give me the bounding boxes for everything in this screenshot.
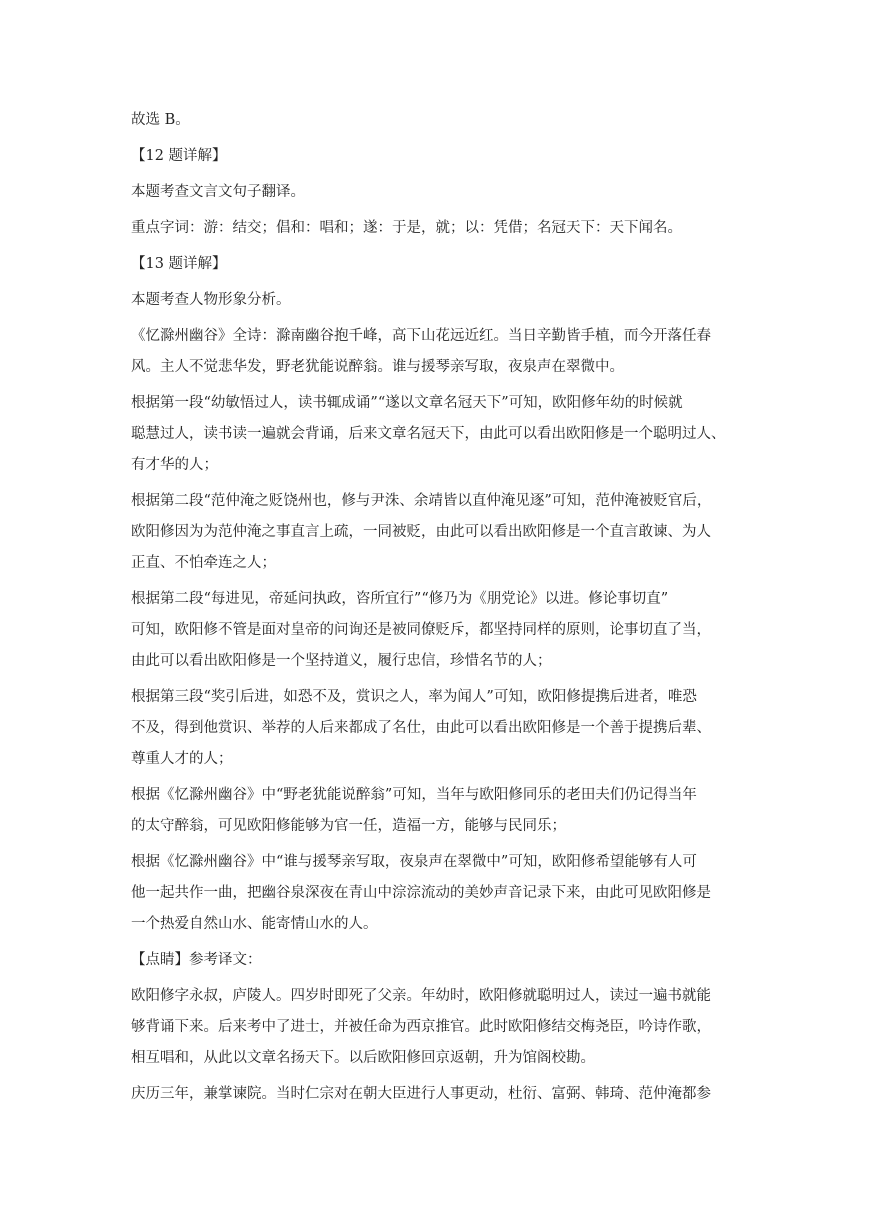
text-line: 根据第二段“范仲淹之贬饶州也，修与尹洙、余靖皆以直仲淹见逐”可知，范仲淹被贬官后， bbox=[131, 493, 712, 509]
paragraph bbox=[131, 486, 741, 579]
paragraph bbox=[131, 981, 741, 1074]
text-line: 欧阳修因为为范仲淹之事直言上疏，一同被贬，由此可以看出欧阳修是一个直言敢谏、为人 bbox=[131, 524, 711, 540]
text-line: 正直、不怕牵连之人； bbox=[131, 555, 276, 571]
text-line: 【13 题详解】 bbox=[131, 256, 227, 272]
text-line: 本题考查文言文句子翻译。 bbox=[131, 184, 305, 200]
text-line: 聪慧过人，读书读一遍就会背诵，后来文章名冠天下，由此可以看出欧阳修是一个聪明过人、 bbox=[131, 426, 726, 442]
text-line: 重点字词：游：结交；倡和：唱和；遂：于是，就；以：凭借；名冠天下：天下闻名。 bbox=[131, 220, 682, 236]
paragraph bbox=[131, 141, 741, 172]
text-line: 本题考查人物形象分析。 bbox=[131, 292, 291, 308]
paragraph bbox=[131, 388, 741, 481]
text-line: 《忆滁州幽谷》全诗：滁南幽谷抱千峰，高下山花远近红。当日辛勤皆手植，而今开落任春 bbox=[131, 328, 711, 344]
paragraph bbox=[131, 285, 741, 316]
paragraph bbox=[131, 584, 741, 677]
text-line: 根据《忆滁州幽谷》中“谁与援琴亲写取，夜泉声在翠微中”可知，欧阳修希望能够有人可 bbox=[131, 854, 697, 870]
text-line: 由此可以看出欧阳修是一个坚持道义，履行忠信，珍惜名节的人； bbox=[131, 653, 552, 669]
text-line: 根据《忆滁州幽谷》中“野老犹能说醉翁”可知，当年与欧阳修同乐的老田夫们仍记得当年 bbox=[131, 787, 697, 803]
text-line: 根据第一段“幼敏悟过人，读书辄成诵”“遂以文章名冠天下”可知，欧阳修年幼的时候就 bbox=[131, 395, 683, 411]
paragraph bbox=[131, 321, 741, 383]
text-line: 【点睛】参考译文： bbox=[131, 952, 262, 968]
text-line: 根据第二段“每进见，帝延问执政，咨所宜行”“修乃为《朋党论》以进。修论事切直” bbox=[131, 591, 669, 607]
document-body bbox=[131, 105, 741, 1110]
text-line: 风。主人不觉悲华发，野老犹能说醉翁。谁与援琴亲写取，夜泉声在翠微中。 bbox=[131, 359, 624, 375]
text-line: 【12 题详解】 bbox=[131, 148, 227, 164]
text-line: 够背诵下来。后来考中了进士，并被任命为西京推官。此时欧阳修结交梅尧臣，吟诗作歌， bbox=[131, 1019, 711, 1035]
text-line: 一个热爱自然山水、能寄情山水的人。 bbox=[131, 916, 378, 932]
paragraph bbox=[131, 213, 741, 244]
text-line: 欧阳修字永叔，庐陵人。四岁时即死了父亲。年幼时，欧阳修就聪明过人，读过一遍书就能 bbox=[131, 988, 711, 1004]
text-line: 不及，得到他赏识、举荐的人后来都成了名仕，由此可以看出欧阳修是一个善于提携后辈、 bbox=[131, 720, 711, 736]
paragraph bbox=[131, 780, 741, 842]
paragraph bbox=[131, 105, 741, 136]
paragraph bbox=[131, 177, 741, 208]
text-line: 有才华的人； bbox=[131, 457, 218, 473]
text-line: 可知，欧阳修不管是面对皇帝的问询还是被同僚贬斥，都坚持同样的原则，论事切直了当， bbox=[131, 622, 711, 638]
text-line: 庆历三年，兼掌谏院。当时仁宗对在朝大臣进行人事更动，杜衍、富弼、韩琦、范仲淹都参 bbox=[131, 1086, 711, 1102]
text-line: 相互唱和，从此以文章名扬天下。以后欧阳修回京返朝，升为馆阁校勘。 bbox=[131, 1050, 595, 1066]
text-line: 根据第三段“奖引后进，如恐不及，赏识之人，率为闻人”可知，欧阳修提携后进者，唯恐 bbox=[131, 689, 697, 705]
paragraph bbox=[131, 945, 741, 976]
text-line: 故选 B。 bbox=[131, 112, 190, 128]
text-line: 的太守醉翁，可见欧阳修能够为官一任，造福一方，能够与民同乐； bbox=[131, 818, 566, 834]
text-line: 尊重人才的人； bbox=[131, 751, 233, 767]
paragraph bbox=[131, 682, 741, 775]
text-line: 他一起共作一曲，把幽谷泉深夜在青山中淙淙流动的美妙声音记录下来，由此可见欧阳修是 bbox=[131, 885, 711, 901]
paragraph bbox=[131, 1079, 741, 1110]
paragraph bbox=[131, 847, 741, 940]
paragraph bbox=[131, 249, 741, 280]
